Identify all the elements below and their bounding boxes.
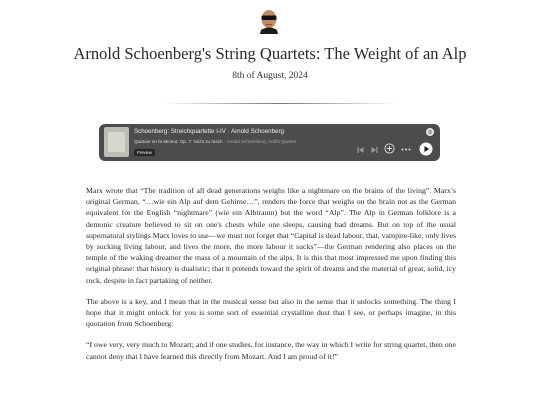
skip-forward-icon[interactable] — [371, 146, 378, 154]
spotify-icon[interactable] — [426, 128, 434, 136]
add-icon[interactable] — [384, 143, 395, 154]
preview-badge: Preview — [134, 149, 155, 156]
player-album-title[interactable]: Schoenberg: Streichquartette I-IV · Arnold Schoenberg — [134, 128, 284, 135]
player-track-line — [134, 139, 296, 144]
post-date: 8th of August, 2024 — [232, 71, 308, 81]
body-paragraph-2: The above is a key, and I mean that in the musical sense but also in the sense that it unlocks something. The thing I hope that it might unlock for you is some sort of essential crystalline dust that I see, or perhaps imagine, in this quotation from Schoenberg: — [86, 296, 456, 329]
schoenberg-quote: “I owe very, very much to Mozart; and if one studies, for instance, the way in which I write for string quartet, then one cannot deny that I have learned this directly from Mozart. And I am proud of it!” — [86, 340, 456, 361]
skip-back-icon[interactable] — [357, 146, 364, 154]
author-avatar — [258, 8, 280, 34]
post-body — [86, 185, 456, 372]
title-divider — [162, 103, 400, 104]
spotify-embed-player[interactable] — [99, 124, 440, 161]
more-icon[interactable] — [401, 148, 411, 151]
body-paragraph-1: Marx wrote that “The tradition of all dead generations weighs like a nightmare on the brains of the living”. Marx’s original German, “…wie ein Alp auf dem Gehirne…”, renders the force that weighs on the brain not as the German equivalent for the English “nightmare” (wie ein Albtraum) but the word “Alp”. The Alp in German folklore is a demonic creature believed to sit on one's chests while one sleeps, causing bad dreams. But on top of the usual supernatural stylings Marx loves to use—we must not forget that “Capital is dead labour, that, vampire-like, only lives by sucking living labour, and lives the more, the more labour it sucks”—the German rendering also places on the temple of the waking dreamer the mass of a mountain of the alps. It is this that most impressed me upon finding this original phrase: that history is dualistic; that it pretends toward the spirit of dreams and the material of great, solid, icy rock, despite in fact partaking of neither. — [86, 186, 456, 285]
player-artist-name[interactable]: · Arnold Schoenberg, Arditti Quartet — [223, 139, 297, 144]
player-track-name[interactable]: Quatuor en fa Mineur, Op. 7: Nicht zu rasch — [134, 139, 223, 144]
album-art[interactable] — [104, 127, 129, 157]
play-icon[interactable] — [419, 142, 433, 156]
post-title: Arnold Schoenberg's String Quartets: The Weight of an Alp — [73, 44, 467, 63]
